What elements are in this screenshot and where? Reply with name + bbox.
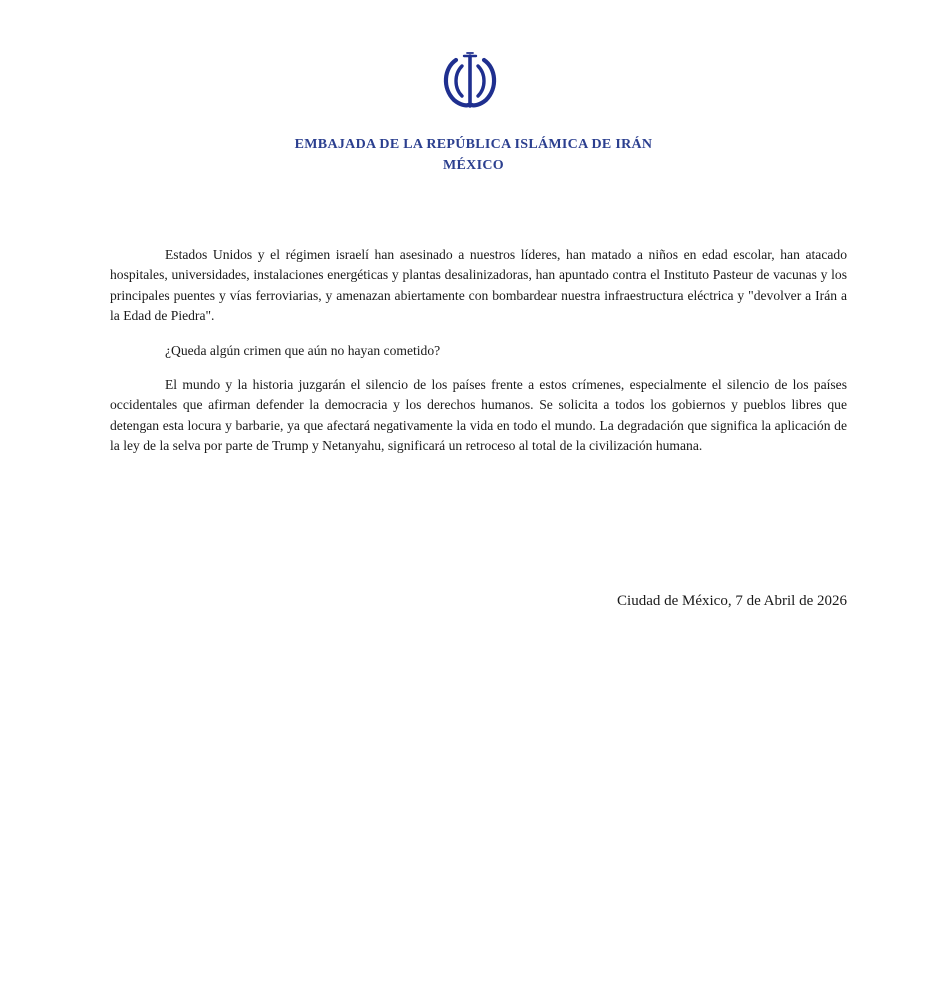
embassy-name: EMBAJADA DE LA REPÚBLICA ISLÁMICA DE IRÁN (294, 137, 653, 152)
letter-body (110, 245, 847, 457)
iran-emblem-icon (440, 52, 500, 110)
place-and-date: Ciudad de México, 7 de Abril de 2026 (617, 593, 847, 609)
letterhead-title (0, 134, 947, 176)
paragraph-3: El mundo y la historia juzgarán el silencio de los países frente a estos crímenes, especialmente el silencio de los países occidentales que afirman defender la democracia y los derechos humanos. Se solicita a todos los gobiernos y pueblos libres que detengan esta locura y barbarie, ya que afectará negativamente la vida en todo el mundo. La degradación que significa la aplicación de la ley de la selva por parte de Trump y Netanyahu, significará un retroceso al total de la civilización humana. (110, 377, 847, 454)
embassy-country: MÉXICO (443, 158, 504, 173)
paragraph-1: Estados Unidos y el régimen israelí han asesinado a nuestros líderes, han matado a niños en edad escolar, han atacado hospitales, universidades, instalaciones energéticas y plantas desalinizadoras, han apuntado contra el Instituto Pasteur de vacunas y los principales puentes y vías ferroviarias, y amenazan abiertamente con bombardear nuestra infraestructura eléctrica y "devolver a Irán a la Edad de Piedra". (110, 247, 847, 324)
paragraph-2: ¿Queda algún crimen que aún no hayan cometido? (165, 342, 441, 358)
